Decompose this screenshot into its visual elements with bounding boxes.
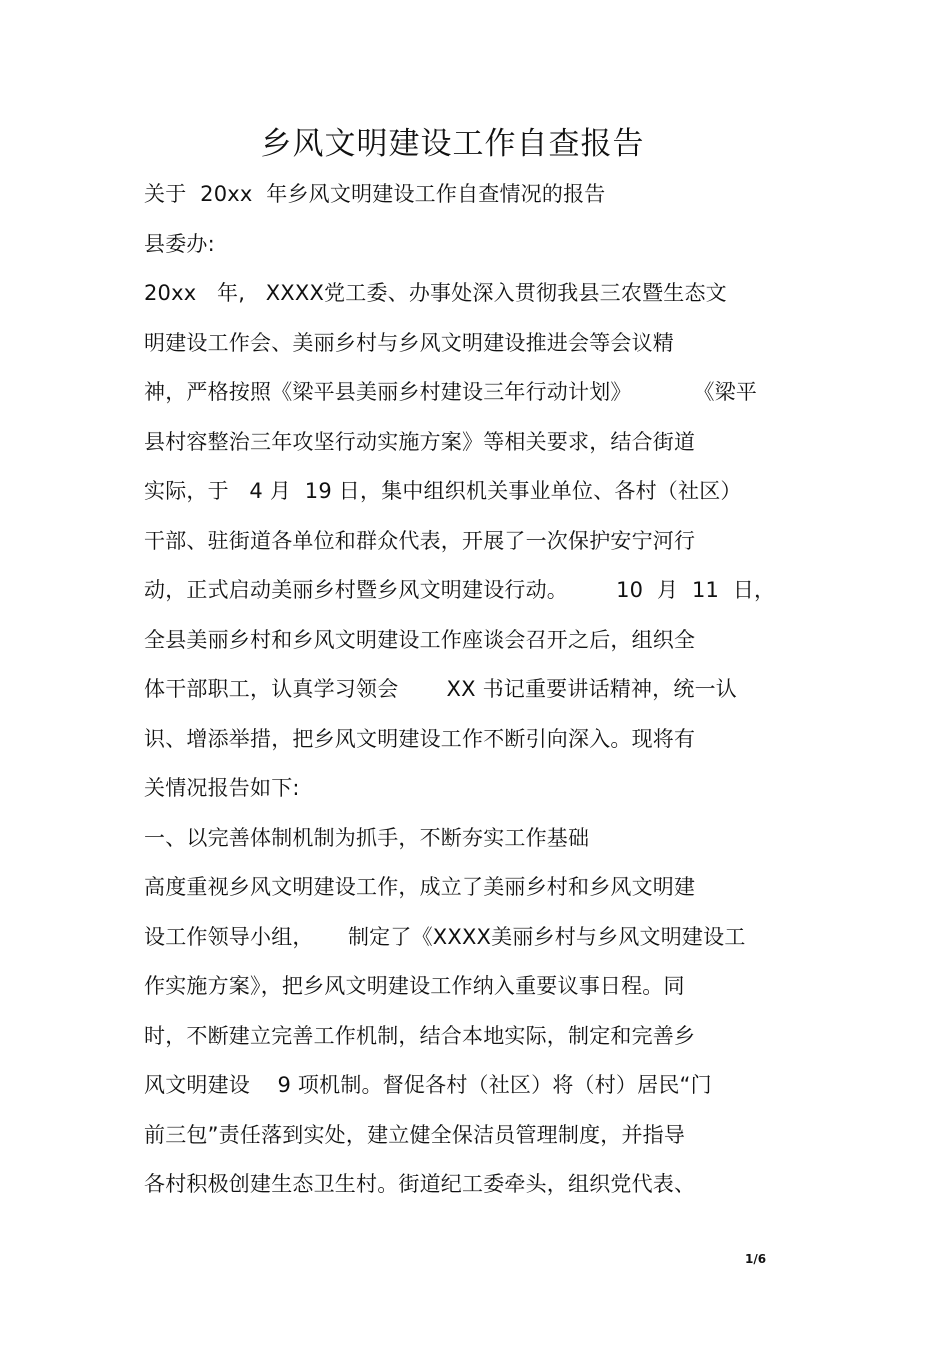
- text-line: 动，正式启动美丽乡村暨乡风文明建设行动。 10 月 11 日，: [144, 578, 776, 602]
- text-line: 时，不断建立完善工作机制，结合本地实际，制定和完善乡: [144, 1023, 696, 1048]
- page-number: 1/6: [745, 1252, 767, 1266]
- text-line: 20xx 年, XXXX党工委、办事处深入贯彻我县三农暨生态文: [144, 281, 727, 305]
- text-line: 干部、驻街道各单位和群众代表，开展了一次保护安宁河行: [144, 528, 696, 553]
- text-line: 县委办:: [144, 231, 215, 256]
- text-line: 实际，于 4 月 19 日，集中组织机关事业单位、各村（社区）: [144, 479, 742, 503]
- text-line: 体干部职工，认真学习领会 XX 书记重要讲话精神，统一认: [144, 677, 737, 701]
- document-body: [144, 170, 824, 1210]
- text-line: 全县美丽乡村和乡风文明建设工作座谈会召开之后，组织全: [144, 627, 696, 652]
- text-line: 作实施方案》，把乡风文明建设工作纳入重要议事日程。同: [144, 974, 685, 998]
- text-line: 前三包”责任落到实处，建立健全保洁员管理制度，并指导: [144, 1122, 686, 1147]
- text-line: 关于 20xx 年乡风文明建设工作自查情况的报告: [144, 182, 606, 206]
- text-line: 县村容整治三年攻坚行动实施方案》等相关要求，结合街道: [144, 429, 696, 454]
- document-title: 乡风文明建设工作自查报告: [260, 126, 645, 162]
- text-line: 关情况报告如下:: [144, 776, 300, 800]
- text-line: 识、增添举措，把乡风文明建设工作不断引向深入。现将有: [144, 726, 696, 751]
- text-line: 各村积极创建生态卫生村。街道纪工委牵头，组织党代表、: [144, 1172, 696, 1196]
- section-heading: 一、以完善体制机制为抓手，不断夯实工作基础: [144, 825, 590, 850]
- text-line: 设工作领导小组， 制定了《XXXX美丽乡村与乡风文明建设工: [144, 924, 746, 949]
- text-line: 神，严格按照《梁平县美丽乡村建设三年行动计划》 《梁平: [144, 380, 758, 404]
- text-line: 明建设工作会、美丽乡村与乡风文明建设推进会等会议精: [144, 330, 674, 355]
- text-line: 高度重视乡风文明建设工作，成立了美丽乡村和乡风文明建: [144, 875, 696, 899]
- text-line: 风文明建设 9 项机制。督促各村（社区）将（村）居民“门: [144, 1073, 712, 1097]
